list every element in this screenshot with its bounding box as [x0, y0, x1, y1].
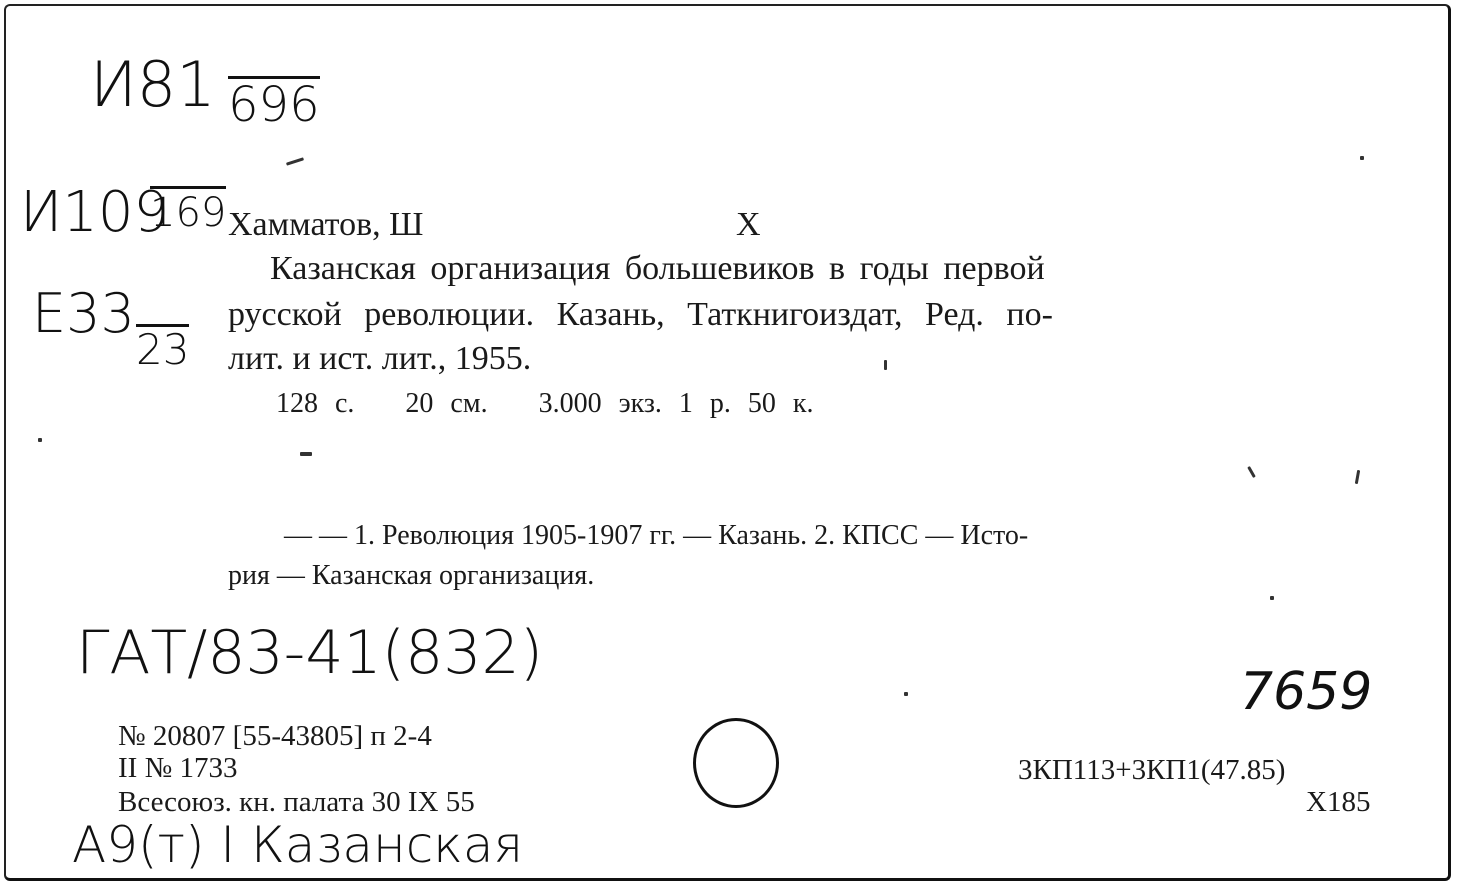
speck	[38, 438, 42, 442]
handwritten-number-right: 7659	[1240, 662, 1373, 722]
title-line-1: Казанская организация большевиков в годы первой	[270, 250, 1045, 287]
author-heading: Хамматов, Ш	[228, 206, 424, 243]
shelf-mark-1: И81	[90, 48, 216, 121]
handwritten-bottom-note: А9(т) І Казанская	[72, 816, 524, 874]
author-letter: Х	[736, 206, 761, 243]
shelf-mark-2-sub: 169	[150, 186, 226, 233]
title-line-3: лит. и ист. лит., 1955.	[228, 340, 532, 377]
speck	[300, 452, 312, 456]
speck	[904, 692, 908, 696]
imprint-line-1: № 20807 [55-43805] п 2-4	[118, 720, 432, 752]
imprint-line-2: II № 1733	[118, 752, 238, 784]
classification-code: 3КП113+3КП1(47.85)	[1018, 754, 1286, 786]
subjects-line-1: — — 1. Революция 1905-1907 гг. — Казань. 2. КПСС — Исто-	[284, 520, 1029, 551]
shelf-mark-3: Е33	[32, 282, 135, 345]
handwritten-gat-number: ГАТ/83-41(832)	[76, 618, 544, 688]
shelf-mark-3-sub: 23	[136, 325, 190, 374]
speck	[884, 360, 887, 370]
shelf-mark-2: И109	[20, 180, 170, 245]
shelf-mark-1-sub: 696	[228, 77, 320, 133]
speck	[1270, 596, 1274, 600]
classification-author-mark: Х185	[1306, 786, 1371, 818]
speck	[1360, 156, 1364, 160]
collation-line: 128 с. 20 см. 3.000 экз. 1 р. 50 к.	[276, 388, 814, 419]
imprint-line-3: Всесоюз. кн. палата 30 IX 55	[118, 786, 475, 818]
title-line-2: русской революции. Казань, Таткнигоиздат, Ред. по-	[228, 296, 1053, 333]
circle-stamp	[693, 718, 779, 808]
subjects-line-2: рия — Казанская организация.	[228, 560, 595, 591]
